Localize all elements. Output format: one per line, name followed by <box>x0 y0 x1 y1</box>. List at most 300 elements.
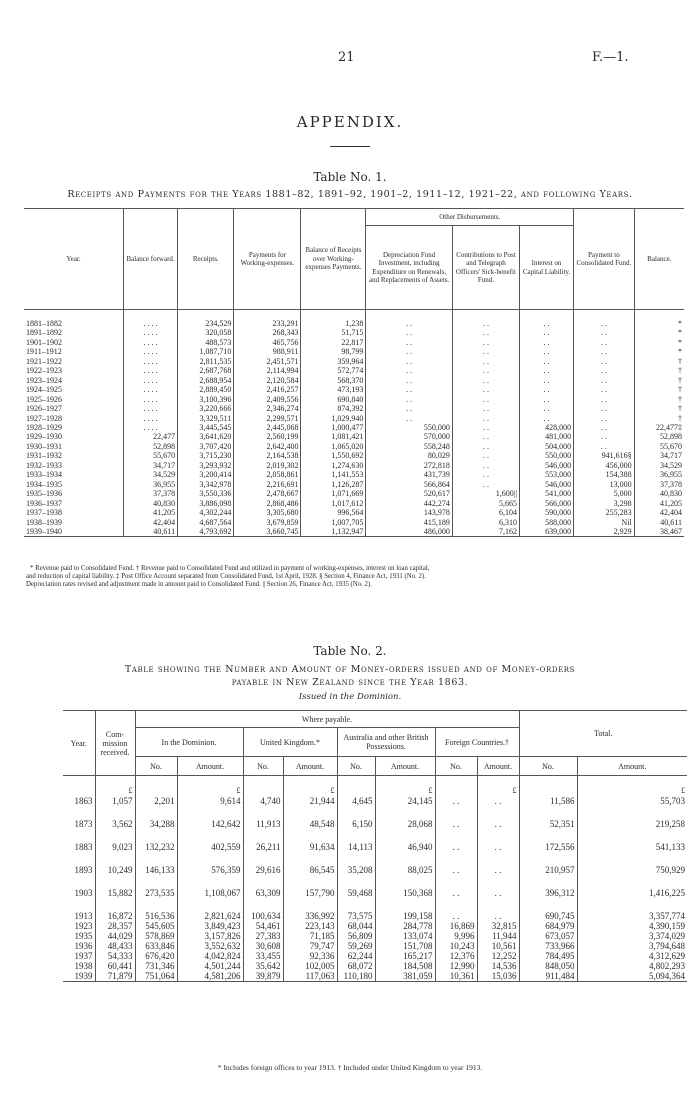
t1-cell: 40,830 <box>634 489 684 498</box>
t1-cell: . . <box>366 347 453 356</box>
page-reference: F.—1. <box>592 50 629 65</box>
t1-row <box>24 423 684 432</box>
t1-cell: 3,329,511 <box>178 414 234 423</box>
t2-cell: 33,455 <box>243 951 283 961</box>
t2-header-year: Year. <box>63 711 95 776</box>
t2-cell: 39,879 <box>243 971 283 982</box>
t1-cell: . . . . <box>124 319 178 328</box>
t1-row <box>24 366 684 375</box>
t1-cell: 98,799 <box>301 347 366 356</box>
t1-cell: . . <box>452 357 519 366</box>
t1-cell: 1,238 <box>301 319 366 328</box>
t1-cell: 1936–1937 <box>26 498 62 508</box>
t1-cell: 40,830 <box>124 499 178 508</box>
t1-cell: . . . . <box>124 376 178 385</box>
t1-cell: * <box>634 338 684 347</box>
t1-cell: * <box>634 319 684 328</box>
t1-cell: 40,611 <box>124 527 178 537</box>
t1-cell: 442,274 <box>366 499 453 508</box>
t2-cell: 88,025 <box>375 852 435 875</box>
t2-cell: 1,057 <box>95 796 135 806</box>
t1-cell: † <box>634 395 684 404</box>
t1-cell: . . <box>519 319 573 328</box>
t2-header-amount: Amount. <box>577 757 687 776</box>
t2-cell: 24,145 <box>375 796 435 806</box>
t1-cell: 1924–1925 <box>26 385 62 395</box>
t2-cell: 132,232 <box>135 829 177 852</box>
t2-cell: 199,158 <box>375 898 435 921</box>
t1-row <box>24 347 684 356</box>
t1-row <box>24 376 684 385</box>
t2-cell: 27,383 <box>243 931 283 941</box>
t2-row <box>63 898 687 921</box>
t1-cell: . . <box>519 404 573 413</box>
table2-number: Table No. 2. <box>313 644 387 658</box>
t2-cell: 59,269 <box>337 941 375 951</box>
t1-cell: 3,298 <box>574 499 635 508</box>
t2-cell: 541,133 <box>577 829 687 852</box>
t1-cell: 5,665 <box>452 499 519 508</box>
t1-cell: 34,529 <box>124 470 178 479</box>
t1-cell: . . <box>574 338 635 347</box>
t1-cell: 428,000 <box>519 423 573 432</box>
t1-cell: 520,617 <box>366 489 453 498</box>
t2-cell: 142,642 <box>177 806 243 829</box>
t1-cell: . . . . <box>124 395 178 404</box>
t2-header-uk: United Kingdom.* <box>243 728 337 757</box>
t1-cell: 3,660,745 <box>234 527 301 537</box>
t1-cell: . . <box>574 414 635 423</box>
t1-cell: . . <box>452 461 519 470</box>
t2-cell: 4,501,244 <box>177 961 243 971</box>
table2-subtitle: Issued in the Dominion. <box>298 692 402 702</box>
t2-cell: 60,441 <box>95 961 135 971</box>
t2-body <box>63 776 687 982</box>
t1-cell: . . <box>574 366 635 375</box>
t2-cell: 54,461 <box>243 921 283 931</box>
t1-header-balance-forward: Balance forward. <box>124 209 178 310</box>
t2-cell: 102,005 <box>283 961 337 971</box>
t1-cell: 1,000,477 <box>301 423 366 432</box>
t2-cell: 4,581,206 <box>177 971 243 982</box>
t1-row <box>24 499 684 508</box>
t1-cell: 2,114,994 <box>234 366 301 375</box>
t1-cell: 1930–1931 <box>26 441 62 451</box>
t2-cell: 223,143 <box>283 921 337 931</box>
t2-currency-cell <box>337 776 375 797</box>
t1-cell: 2,019,302 <box>234 461 301 470</box>
t2-cell: 35,642 <box>243 961 283 971</box>
t2-cell: 165,217 <box>375 951 435 961</box>
t1-cell: . . <box>366 376 453 385</box>
t1-cell: 1,029,940 <box>301 414 366 423</box>
t2-currency-cell <box>135 776 177 797</box>
t1-cell: . . <box>366 338 453 347</box>
t1-header-contributions: Contributions to Post and Telegraph Officers' Sick-benefit Fund. <box>452 226 519 310</box>
t1-cell: † <box>634 404 684 413</box>
t1-cell: 1,065,020 <box>301 442 366 451</box>
t2-header-commission: Com-mission received. <box>95 711 135 776</box>
t1-cell: 2,478,667 <box>234 489 301 498</box>
t2-cell: 4,802,293 <box>577 961 687 971</box>
t2-cell: . . <box>477 806 519 829</box>
t1-cell: 988,911 <box>234 347 301 356</box>
t2-cell: 11,944 <box>477 931 519 941</box>
t1-cell: . . . . <box>124 338 178 347</box>
t2-cell: 733,966 <box>519 941 577 951</box>
t1-cell: . . . . <box>124 357 178 366</box>
t2-row <box>63 829 687 852</box>
t1-cell: . . . . <box>124 328 178 337</box>
t1-cell: . . <box>574 376 635 385</box>
t1-cell: 2,299,571 <box>234 414 301 423</box>
t2-cell: 12,990 <box>435 961 477 971</box>
t1-cell: 1938–1939 <box>26 517 62 527</box>
t2-currency-cell <box>435 776 477 797</box>
t2-cell: 28,357 <box>95 921 135 931</box>
t1-row <box>24 518 684 527</box>
t1-cell: 320,058 <box>178 328 234 337</box>
t2-cell: 29,616 <box>243 852 283 875</box>
t2-cell: 516,536 <box>135 898 177 921</box>
t2-cell: 71,185 <box>283 931 337 941</box>
t1-cell: 3,293,932 <box>178 461 234 470</box>
t1-cell: 1,550,692 <box>301 451 366 460</box>
t1-cell: 4,302,244 <box>178 508 234 517</box>
t1-row <box>24 480 684 489</box>
t2-cell: 73,575 <box>337 898 375 921</box>
t2-cell: 402,559 <box>177 829 243 852</box>
t1-cell: 546,000 <box>519 480 573 489</box>
t1-row <box>24 461 684 470</box>
t1-cell: 40,611 <box>634 518 684 527</box>
t1-header-balance: Balance. <box>634 209 684 310</box>
t1-cell: 7,162 <box>452 527 519 537</box>
t2-cell: 92,336 <box>283 951 337 961</box>
t1-cell: 3,305,680 <box>234 508 301 517</box>
t1-cell: 1911–1912 <box>26 347 62 357</box>
t2-cell: 673,057 <box>519 931 577 941</box>
t1-cell: 465,756 <box>234 338 301 347</box>
t1-cell: 1901–1902 <box>26 337 62 347</box>
t1-cell: . . <box>366 395 453 404</box>
t1-body <box>24 310 684 537</box>
t2-cell: 1939 <box>63 971 95 982</box>
t2-header-foreign: Foreign Countries.† <box>435 728 519 757</box>
t1-row <box>24 414 684 423</box>
t1-cell: . . <box>519 347 573 356</box>
t1-cell: . . . . <box>124 366 178 375</box>
t2-cell: 12,252 <box>477 951 519 961</box>
t2-cell: 9,996 <box>435 931 477 941</box>
t2-cell: . . <box>477 898 519 921</box>
t1-cell: 1,081,421 <box>301 432 366 441</box>
t1-cell: 272,818 <box>366 461 453 470</box>
t2-cell: 86,545 <box>283 852 337 875</box>
t1-row <box>24 385 684 394</box>
t1-cell: 1923–1924 <box>26 375 62 385</box>
t1-cell: 504,000 <box>519 442 573 451</box>
t1-cell: 359,964 <box>301 357 366 366</box>
t2-header-total: Total. <box>519 711 687 757</box>
t2-cell: 184,508 <box>375 961 435 971</box>
t1-cell: 996,564 <box>301 508 366 517</box>
t1-cell: 51,715 <box>301 328 366 337</box>
t2-cell: 690,745 <box>519 898 577 921</box>
t2-cell: 210,957 <box>519 852 577 875</box>
t1-cell: . . <box>366 414 453 423</box>
t2-cell: 14,113 <box>337 829 375 852</box>
t2-cell: 30,608 <box>243 941 283 951</box>
t2-cell: 44,029 <box>95 931 135 941</box>
t2-header-no: No. <box>135 757 177 776</box>
t2-cell: 284,778 <box>375 921 435 931</box>
t2-cell: . . <box>435 898 477 921</box>
t1-cell: 2,409,556 <box>234 395 301 404</box>
t1-header-other-disbursements: Other Disbursements. <box>366 209 574 226</box>
t1-cell: 3,707,420 <box>178 442 234 451</box>
t1-row <box>24 451 684 460</box>
t1-header-receipts: Receipts. <box>178 209 234 310</box>
t1-cell: † <box>634 385 684 394</box>
table1-footnote-2: and reduction of capital liability. ‡ Post Office Account separated from Consolidated Fund, 1st April, 1928. § Section 4, Finance Act, 1931 (No. 2). <box>26 573 426 580</box>
t1-cell: . . <box>452 366 519 375</box>
t1-cell: . . <box>366 319 453 328</box>
t1-cell: 415,189 <box>366 518 453 527</box>
t1-cell: . . <box>519 395 573 404</box>
t1-cell: 1921–1922 <box>26 356 62 366</box>
t1-cell: † <box>634 376 684 385</box>
t1-cell: 2,120,584 <box>234 376 301 385</box>
t2-cell: 911,484 <box>519 971 577 982</box>
t1-cell: 1933–1934 <box>26 470 62 480</box>
title-rule <box>330 146 370 147</box>
t2-row <box>63 806 687 829</box>
t2-cell: 731,346 <box>135 961 177 971</box>
t2-cell: . . <box>477 875 519 898</box>
t2-cell: 26,211 <box>243 829 283 852</box>
t1-cell: 1,141,553 <box>301 470 366 479</box>
t1-cell: 1928–1929 <box>26 422 62 432</box>
t2-cell: 4,042,824 <box>177 951 243 961</box>
t2-cell: 14,536 <box>477 961 519 971</box>
t1-cell: . . <box>574 442 635 451</box>
t2-currency-cell: £ <box>283 776 337 797</box>
t2-cell: 79,747 <box>283 941 337 951</box>
t1-cell: 1,274,630 <box>301 461 366 470</box>
t2-cell: 21,944 <box>283 796 337 806</box>
t2-row <box>63 796 687 806</box>
t2-cell: 545,605 <box>135 921 177 931</box>
t1-row <box>24 404 684 413</box>
t1-cell: 588,000 <box>519 518 573 527</box>
t2-cell: 48,433 <box>95 941 135 951</box>
table2-title-line1: Table showing the Number and Amount of Money-orders issued and of Money-orders <box>124 664 576 675</box>
t2-row <box>63 875 687 898</box>
t1-cell: . . <box>366 404 453 413</box>
t2-cell: 3,374,029 <box>577 931 687 941</box>
t1-cell: 143,978 <box>366 508 453 517</box>
t2-cell: 381,059 <box>375 971 435 982</box>
t1-cell: . . <box>452 414 519 423</box>
t1-cell: 34,717 <box>634 451 684 460</box>
t1-cell: 36,955 <box>124 480 178 489</box>
t2-cell: 1935 <box>74 931 93 941</box>
t1-cell: . . <box>519 328 573 337</box>
t1-cell: 2,451,571 <box>234 357 301 366</box>
t2-cell: 396,312 <box>519 875 577 898</box>
t2-header-dominion: In the Dominion. <box>135 728 243 757</box>
t2-cell: . . <box>435 829 477 852</box>
t1-row <box>24 357 684 366</box>
t1-header-consolidated: Payment to Consolidated Fund. <box>574 209 635 310</box>
t2-cell: 219,258 <box>577 806 687 829</box>
t1-cell: 2,929 <box>574 527 635 537</box>
t1-cell: 1934–1935 <box>26 479 62 489</box>
t1-cell: 2,889,450 <box>178 385 234 394</box>
t1-cell: 1891–1892 <box>26 328 62 338</box>
t1-cell: 3,641,620 <box>178 432 234 441</box>
t1-cell: 4,687,564 <box>178 518 234 527</box>
t1-cell: . . . . <box>124 423 178 432</box>
t1-cell: 486,000 <box>366 527 453 537</box>
t1-cell: 55,670 <box>124 451 178 460</box>
t2-cell: 1903 <box>74 888 93 898</box>
t1-row <box>24 328 684 337</box>
t1-cell: † <box>634 414 684 423</box>
table1-title: Receipts and Payments for the Years 1881–82, 1891–92, 1901–2, 1911–12, 1921–22, and following Years. <box>67 189 633 200</box>
t2-cell: 150,368 <box>375 875 435 898</box>
t1-cell: 456,000 <box>574 461 635 470</box>
t1-header-balance-of-receipts: Balance of Receipts over Working-expenses Payments. <box>301 209 366 310</box>
t2-cell: 576,359 <box>177 852 243 875</box>
t2-cell: 59,468 <box>337 875 375 898</box>
t1-cell: 2,416,257 <box>234 385 301 394</box>
t1-cell: 566,000 <box>519 499 573 508</box>
t2-cell: 54,333 <box>95 951 135 961</box>
t1-cell: 590,000 <box>519 508 573 517</box>
t2-cell: 336,992 <box>283 898 337 921</box>
t1-cell: . . . . <box>124 414 178 423</box>
t2-cell: 751,064 <box>135 971 177 982</box>
t1-cell: 42,404 <box>124 518 178 527</box>
t1-cell: 2,560,199 <box>234 432 301 441</box>
t1-cell: . . <box>519 414 573 423</box>
t1-cell: 3,342,978 <box>178 480 234 489</box>
t2-header-no: No. <box>435 757 477 776</box>
t1-cell: 3,886,098 <box>178 499 234 508</box>
t1-cell: 1,017,612 <box>301 499 366 508</box>
t1-row <box>24 432 684 441</box>
t2-cell: 12,376 <box>435 951 477 961</box>
t1-cell: 2,687,768 <box>178 366 234 375</box>
t1-cell: 2,868,486 <box>234 499 301 508</box>
t1-cell: 22,477‡ <box>634 423 684 432</box>
t2-cell: 9,614 <box>177 796 243 806</box>
t1-cell: 1925–1926 <box>26 394 62 404</box>
t1-row <box>24 338 684 347</box>
t1-cell: . . <box>452 328 519 337</box>
t1-cell: * <box>634 328 684 337</box>
t1-cell: † <box>634 366 684 375</box>
t1-cell: 2,688,954 <box>178 376 234 385</box>
t1-cell: 553,000 <box>519 470 573 479</box>
t2-cell: 91,634 <box>283 829 337 852</box>
t2-cell: 46,940 <box>375 829 435 852</box>
t2-cell: 10,243 <box>435 941 477 951</box>
table2 <box>63 710 687 982</box>
t2-cell: 633,846 <box>135 941 177 951</box>
t2-cell: 5,094,364 <box>577 971 687 982</box>
t1-cell: 1929–1930 <box>26 432 62 442</box>
t1-cell: 1881–1882 <box>26 319 62 328</box>
t1-cell: . . <box>519 376 573 385</box>
t2-header-australia: Australia and other British Possessions. <box>337 728 435 757</box>
t1-cell: . . <box>574 357 635 366</box>
t1-cell: 41,205 <box>634 499 684 508</box>
t1-cell: . . <box>574 395 635 404</box>
t2-cell: 1923 <box>74 921 93 931</box>
t2-currency-cell: £ <box>477 776 519 797</box>
t2-currency-row <box>63 776 687 797</box>
t1-cell: 566,864 <box>366 480 453 489</box>
t2-cell: . . <box>435 875 477 898</box>
t1-cell: 690,840 <box>301 395 366 404</box>
t2-cell: . . <box>435 852 477 875</box>
t2-cell: 68,072 <box>337 961 375 971</box>
t2-cell: 3,849,423 <box>177 921 243 931</box>
t2-cell: 3,357,774 <box>577 898 687 921</box>
t2-cell: 10,249 <box>95 852 135 875</box>
t1-cell: 1,600|| <box>452 489 519 498</box>
t1-cell: 1926–1927 <box>26 404 62 414</box>
t1-row <box>24 489 684 498</box>
t2-cell: 9,023 <box>95 829 135 852</box>
t1-cell: 2,642,400 <box>234 442 301 451</box>
t1-cell: 2,346,274 <box>234 404 301 413</box>
t2-currency-cell: £ <box>177 776 243 797</box>
t1-cell: 2,811,535 <box>178 357 234 366</box>
t1-cell: . . <box>574 404 635 413</box>
t2-cell: 52,351 <box>519 806 577 829</box>
t1-cell: 1,132,947 <box>301 527 366 537</box>
t2-header-amount: Amount. <box>375 757 435 776</box>
t1-cell: . . <box>574 328 635 337</box>
t1-cell: . . <box>452 385 519 394</box>
t1-header-interest: Interest on Capital Liability. <box>519 226 573 310</box>
t1-cell: 1,087,710 <box>178 347 234 356</box>
t2-row <box>63 852 687 875</box>
t1-cell: 3,200,414 <box>178 470 234 479</box>
t2-cell: 1873 <box>74 819 93 829</box>
t1-cell: 639,000 <box>519 527 573 537</box>
table2-footnote: * Includes foreign offices to year 1913. † Included under United Kingdom to year 1913. <box>217 1063 483 1072</box>
t1-row <box>24 508 684 517</box>
t1-cell: . . <box>574 319 635 328</box>
t2-cell: 1883 <box>74 842 93 852</box>
t1-cell: . . <box>452 451 519 460</box>
t2-cell: 1936 <box>74 941 93 951</box>
t2-cell: 750,929 <box>577 852 687 875</box>
t2-cell: 15,882 <box>95 875 135 898</box>
t2-cell: 48,548 <box>283 806 337 829</box>
appendix-title: APPENDIX. <box>296 113 404 131</box>
t1-cell: 52,898 <box>634 432 684 441</box>
t2-cell: 273,535 <box>135 875 177 898</box>
t1-cell: 2,216,691 <box>234 480 301 489</box>
t2-cell: 11,586 <box>519 796 577 806</box>
t1-cell: 1,007,705 <box>301 518 366 527</box>
